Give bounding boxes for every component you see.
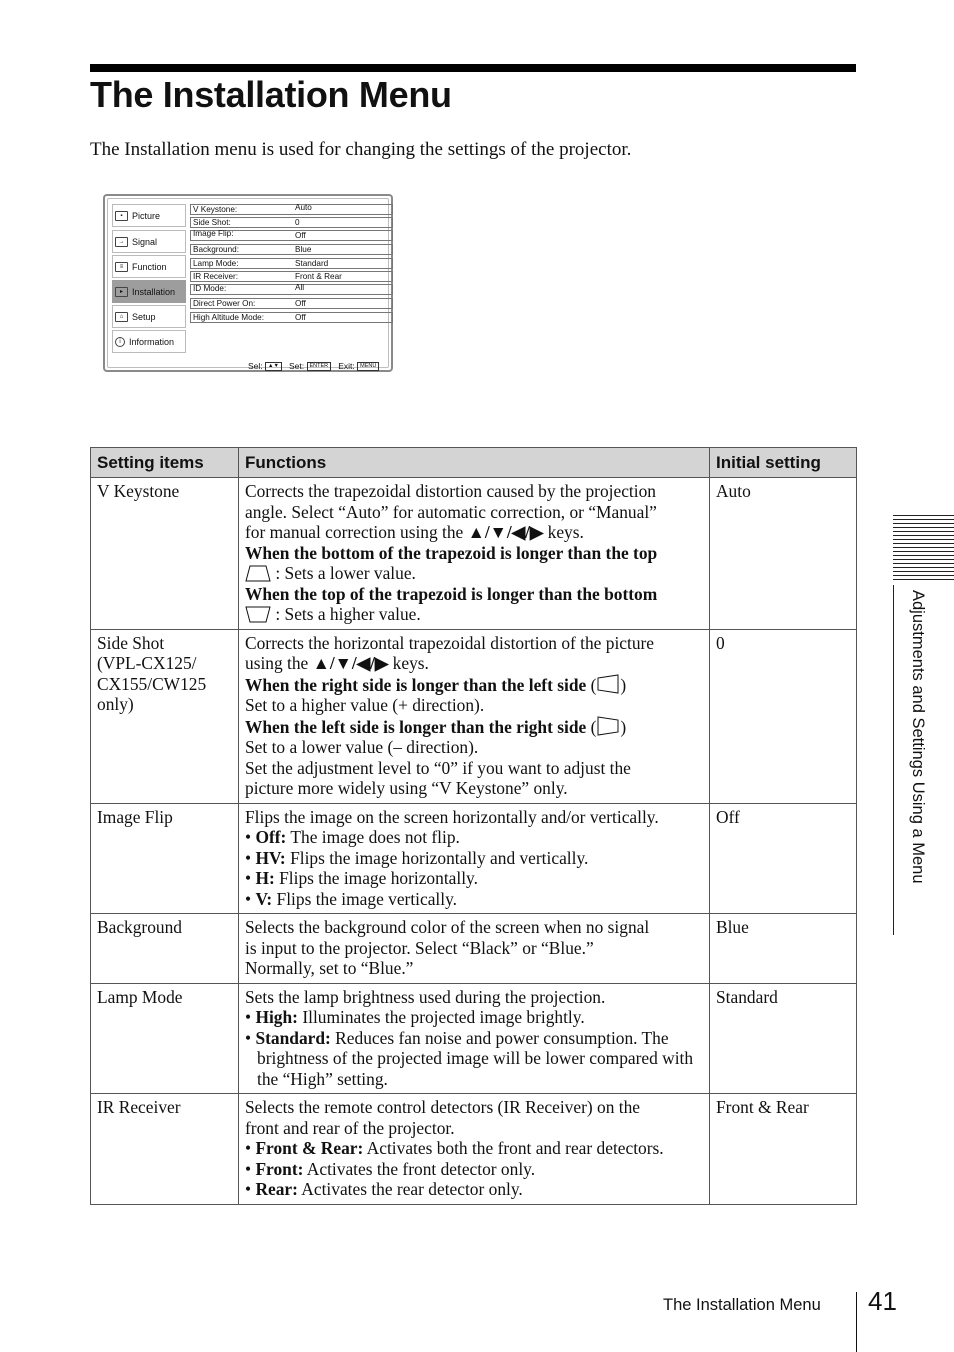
trapezoid-right-long-icon [596, 674, 620, 694]
menu-tab-label: Function [132, 261, 167, 272]
function-text [245, 522, 703, 543]
function-text: angle. Select “Auto” for automatic correction, or “Manual” [245, 501, 657, 522]
setting-item [91, 629, 239, 803]
setting-item-line: CX155/CW125 [97, 673, 207, 694]
bullet-text: Activates both the front and rear detectors. [363, 1138, 664, 1158]
menu-row-label: Image Flip: [193, 229, 234, 238]
menu-row-label: V Keystone: [193, 205, 238, 214]
bullet-text: Flips the image horizontally and vertically. [285, 847, 589, 868]
bullet-text: Activates the front detector only. [303, 1158, 536, 1179]
menu-row-value: Blue [295, 245, 312, 254]
initial-setting: Standard [710, 983, 857, 1094]
header-initial-setting: Initial setting [710, 448, 857, 478]
menu-row-value: Auto [295, 203, 312, 212]
bullet-item: • HV: Flips the image horizontally and vertically. [245, 847, 589, 868]
function-text: Selects the remote control detectors (IR Receiver) on the [245, 1097, 641, 1117]
arrow-keys-text: ▲/▼/◀/▶ [312, 653, 389, 673]
setting-item: Image Flip [91, 803, 239, 914]
setting-function [239, 914, 710, 984]
menu-footer-set: Set: [289, 361, 305, 371]
table-row [91, 478, 857, 630]
function-text [245, 653, 703, 674]
bullet-text: Flips the image horizontally. [274, 868, 478, 888]
menu-row-direct-power-on [190, 298, 393, 309]
function-text: Selects the background color of the screen when no signal [245, 917, 650, 937]
bullet-text: Reduces fan noise and power consumption. The brightness of the projected image will be lower compared with the “High” setting. [257, 1027, 694, 1089]
setting-item: V Keystone [91, 478, 239, 630]
bullet-item: • V: Flips the image vertically. [245, 888, 458, 909]
side-tab-lines [893, 515, 954, 583]
menu-row-ir-receiver [190, 271, 393, 282]
bullet-item: • High: Illuminates the projected image brightly. [245, 1007, 585, 1027]
installation-menu-screenshot [103, 194, 393, 372]
menu-row-value: All [295, 283, 305, 292]
function-text-part: using the [245, 653, 313, 673]
function-text: Flips the image on the screen horizontally and/or vertically. [245, 806, 659, 827]
bullet-term: Front: [255, 1158, 304, 1179]
menu-tab-label: Picture [132, 210, 161, 221]
initial-setting: Blue [710, 914, 857, 984]
function-bold-text: When the left side is longer than the right side [245, 716, 587, 737]
menu-row-value: Off [295, 299, 306, 308]
enter-key: ENTER [307, 362, 332, 371]
function-text-part: keys. [388, 653, 429, 673]
footer-divider [856, 1292, 857, 1352]
bullet-term: H: [255, 868, 275, 888]
title-rule [90, 64, 856, 72]
menu-row-value: Off [295, 313, 306, 322]
function-icon: ≡ [115, 262, 128, 272]
function-text: Sets the lamp brightness used during the projection. [245, 986, 606, 1007]
table-row [91, 803, 857, 914]
menu-row-label: High Altitude Mode: [193, 313, 265, 322]
menu-row-id-mode [190, 284, 393, 295]
function-text: picture more widely using “V Keystone” only. [245, 778, 568, 798]
table-header-row [91, 448, 857, 478]
trapezoid-left-long-icon [596, 716, 620, 736]
menu-tab-information [112, 330, 186, 353]
function-text: Normally, set to “Blue.” [245, 958, 414, 978]
menu-row-label: Background: [193, 245, 239, 254]
menu-row-label: ID Mode: [193, 284, 227, 293]
intro-text: The Installation menu is used for changing the settings of the projector. [90, 139, 632, 160]
footer-section-title: The Installation Menu [663, 1296, 821, 1314]
menu-row-high-altitude-mode [190, 312, 393, 323]
installation-icon: ▸ [115, 287, 128, 297]
menu-row-label: Direct Power On: [193, 299, 256, 308]
function-text-part: : Sets a lower value. [271, 563, 416, 583]
menu-row-value: 0 [295, 218, 300, 227]
bullet-term: Rear: [255, 1179, 298, 1199]
bullet-item: • Front: Activates the front detector only. [245, 1158, 536, 1179]
bullet-text: The image does not flip. [286, 827, 460, 847]
setting-item-line: only) [97, 694, 134, 714]
table-row [91, 914, 857, 984]
function-text: Set to a higher value (+ direction). [245, 695, 485, 715]
menu-row-label: Side Shot: [193, 218, 231, 227]
setting-function [239, 629, 710, 803]
menu-tab-setup [112, 305, 186, 328]
setting-item-line: Side Shot [97, 632, 165, 653]
setting-function [239, 478, 710, 630]
information-icon: i [115, 337, 125, 347]
bullet-item: • Front & Rear: Activates both the front and rear detectors. [245, 1138, 664, 1158]
side-tab-bar [893, 585, 894, 935]
bullet-term: High: [255, 1007, 298, 1027]
function-text [245, 604, 703, 625]
table-row [91, 983, 857, 1094]
bullet-item: • Standard: Reduces fan noise and power consumption. The brightness of the projected image will be lower compared with the “High” setting. [245, 1027, 694, 1089]
bullet-text: Illuminates the projected image brightly. [297, 1007, 585, 1027]
menu-tab-label: Information [129, 336, 175, 347]
bullet-text: Activates the rear detector only. [297, 1179, 523, 1199]
setting-item: IR Receiver [91, 1094, 239, 1205]
setting-function [239, 803, 710, 914]
bullet-term: Off: [255, 827, 287, 847]
bullet-term: Standard: [255, 1027, 331, 1048]
trapezoid-wide-bottom-icon [245, 565, 271, 582]
menu-footer-sel: Sel: [248, 361, 263, 371]
table-row [91, 629, 857, 803]
header-functions: Functions [239, 448, 710, 478]
menu-row-lamp-mode [190, 258, 393, 269]
function-bold-text: When the top of the trapezoid is longer than the bottom [245, 583, 658, 604]
function-text-part: for manual correction using the [245, 522, 468, 542]
bullet-item: • Off: The image does not flip. [245, 827, 460, 847]
menu-tab-label: Setup [132, 311, 156, 322]
arrow-keys-text: ▲/▼/◀/▶ [467, 522, 544, 542]
menu-tab-installation [112, 280, 186, 303]
signal-icon: → [115, 237, 128, 247]
initial-setting: Front & Rear [710, 1094, 857, 1205]
bullet-term: Front & Rear: [255, 1138, 364, 1158]
menu-key: MENU [357, 362, 379, 371]
function-bold-text: When the bottom of the trapezoid is longer than the top [245, 542, 658, 563]
menu-row-value: Front & Rear [295, 272, 342, 281]
menu-row-image-flip [190, 230, 393, 241]
menu-tab-signal [112, 230, 186, 253]
menu-tab-label: Signal [132, 236, 158, 247]
initial-setting: Auto [710, 478, 857, 630]
menu-row-v-keystone [190, 204, 393, 215]
function-text: When the left side is longer than the right side ( ) [245, 716, 627, 737]
bullet-item: • H: Flips the image horizontally. [245, 868, 478, 888]
trapezoid-wide-top-icon [245, 606, 271, 623]
function-text [245, 563, 703, 584]
table-row [91, 1094, 857, 1205]
menu-tab-function [112, 255, 186, 278]
setting-function [239, 983, 710, 1094]
function-text: Set to a lower value (– direction). [245, 737, 479, 757]
settings-table [90, 447, 857, 1205]
page-title: The Installation Menu [90, 74, 452, 115]
up-down-key-icon: ▲▼ [265, 362, 282, 371]
function-bold-text: When the right side is longer than the left side [245, 674, 587, 695]
function-text-part: : Sets a higher value. [271, 604, 421, 624]
menu-row-value: Standard [295, 259, 329, 268]
menu-row-label: IR Receiver: [193, 272, 239, 281]
menu-row-side-shot [190, 217, 393, 228]
setting-item-line: (VPL-CX125/ [97, 653, 197, 673]
side-tab-label: Adjustments and Settings Using a Menu [909, 590, 927, 884]
setting-item: Lamp Mode [91, 983, 239, 1094]
menu-row-background [190, 244, 393, 255]
menu-row-value: Off [295, 231, 306, 240]
bullet-term: HV: [255, 847, 286, 868]
initial-setting: Off [710, 803, 857, 914]
function-text: is input to the projector. Select “Black” or “Blue.” [245, 937, 594, 958]
function-text: Corrects the trapezoidal distortion caused by the projection [245, 481, 656, 501]
menu-row-label: Lamp Mode: [193, 259, 239, 268]
bullet-text: Flips the image vertically. [272, 888, 458, 909]
menu-tab-label: Installation [132, 286, 176, 297]
header-setting-items: Setting items [91, 448, 239, 478]
function-text: Corrects the horizontal trapezoidal distortion of the picture [245, 632, 655, 653]
function-text: Set the adjustment level to “0” if you want to adjust the [245, 757, 631, 778]
setting-item: Background [91, 914, 239, 984]
page-number: 41 [868, 1286, 897, 1316]
menu-footer-exit: Exit: [338, 361, 355, 371]
menu-frame [107, 198, 389, 371]
setting-function [239, 1094, 710, 1205]
picture-icon: ▪ [115, 211, 128, 221]
function-text: front and rear of the projector. [245, 1117, 455, 1138]
initial-setting: 0 [710, 629, 857, 803]
bullet-term: V: [255, 888, 273, 909]
setup-icon: ⌂ [115, 312, 128, 322]
bullet-item: • Rear: Activates the rear detector only. [245, 1179, 523, 1199]
menu-tab-picture [112, 204, 186, 227]
menu-footer [248, 361, 379, 371]
function-text: When the right side is longer than the left side ( ) [245, 674, 627, 695]
function-text-part: keys. [543, 522, 584, 542]
